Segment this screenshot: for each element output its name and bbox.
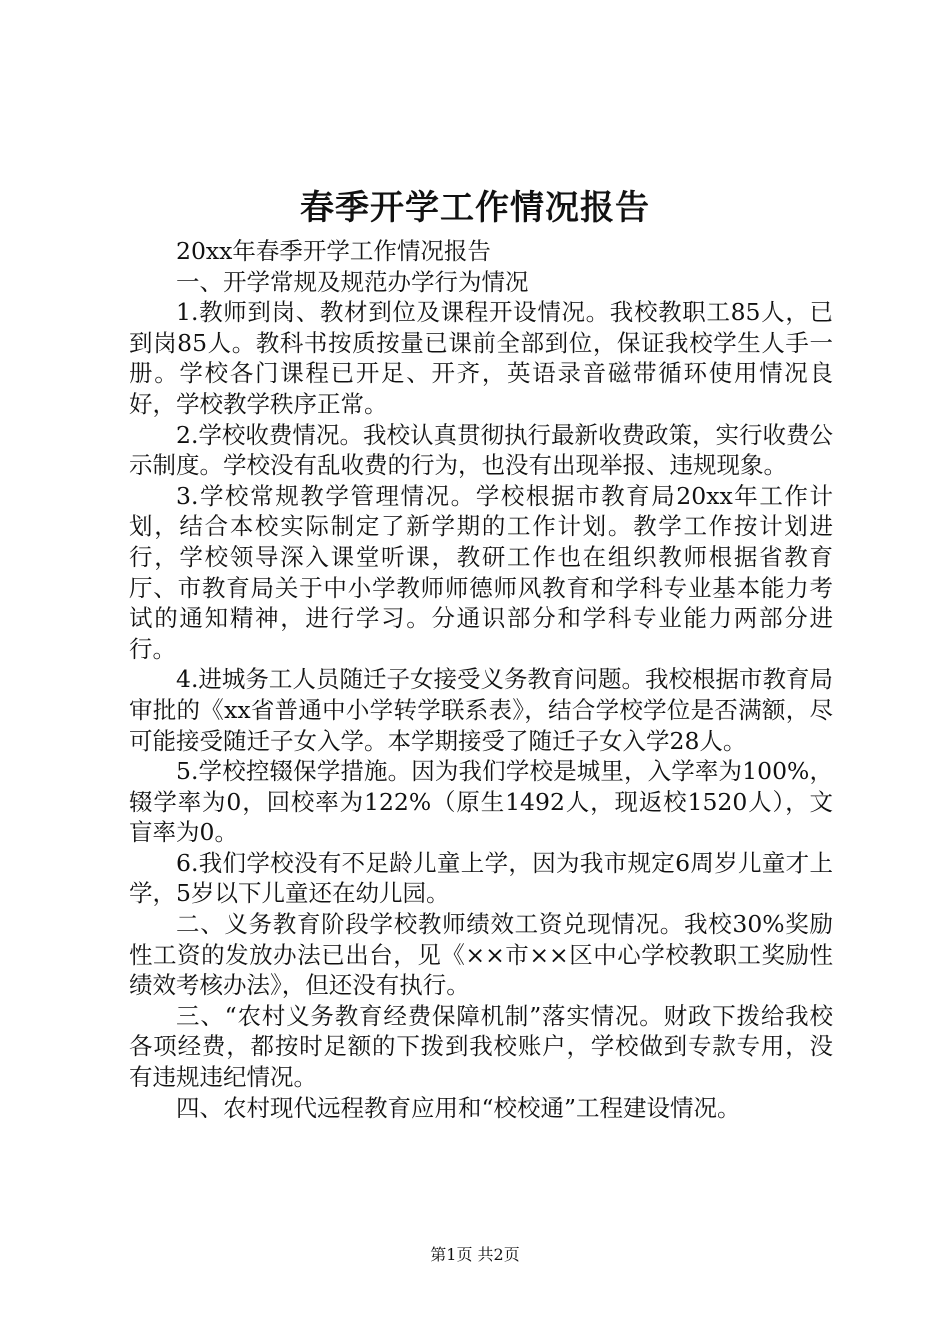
paragraph-subtitle: 20xx年春季开学工作情况报告: [176, 237, 491, 265]
paragraph-section-2: 二、义务教育阶段学校教师绩效工资兑现情况。我校30%奖励性工资的发放办法已出台，见《××市××区中心学校教职工奖励性绩效考核办法》，但还没有执行。: [129, 910, 833, 1000]
paragraph-item-1: 1.教师到岗、教材到位及课程开设情况。我校教职工85人，已到岗85人。教科书按质按量已课前全部到位，保证我校学生人手一册。学校各门课程已开足、开齐，英语录音磁带循环使用情况良好，学校教学秩序正常。: [129, 298, 833, 418]
paragraph-item-2: 2.学校收费情况。我校认真贯彻执行最新收费政策，实行收费公示制度。学校没有乱收费的行为，也没有出现举报、违规现象。: [129, 420, 833, 480]
paragraph-item-5: 5.学校控辍保学措施。因为我们学校是城里，入学率为100%，辍学率为0，回校率为122%（原生1492人，现返校1520人），文盲率为0。: [129, 757, 833, 847]
paragraph-section-4: 四、农村现代远程教育应用和“校校通”工程建设情况。: [176, 1093, 741, 1122]
document-body: [129, 236, 833, 1123]
paragraph-item-3: 3.学校常规教学管理情况。学校根据市教育局20xx年工作计划，结合本校实际制定了新学期的工作计划。教学工作按计划进行，学校领导深入课堂听课，教研工作也在组织教师根据省教育厅、市教育局关于中小学教师师德师风教育和学科专业基本能力考试的通知精神，进行学习。分通识部分和学科专业能力两部分进行。: [129, 481, 833, 663]
paragraph-section-1-heading: 一、开学常规及规范办学行为情况: [176, 267, 529, 296]
paragraph-section-3: 三、“农村义务教育经费保障机制”落实情况。财政下拨给我校各项经费，都按时足额的下拨到我校账户，学校做到专款专用，没有违规违纪情况。: [129, 1001, 833, 1092]
document-title: 春季开学工作情况报告: [300, 188, 650, 228]
paragraph-item-4: 4.进城务工人员随迁子女接受义务教育问题。我校根据市教育局审批的《xx省普通中小学转学联系表》，结合学校学位是否满额，尽可能接受随迁子女入学。本学期接受了随迁子女入学28人。: [129, 665, 833, 755]
paragraph-item-6: 6.我们学校没有不足龄儿童上学，因为我市规定6周岁儿童才上学，5岁以下儿童还在幼儿园。: [129, 848, 833, 908]
page-number-footer: 第1页 共2页: [430, 1245, 520, 1264]
